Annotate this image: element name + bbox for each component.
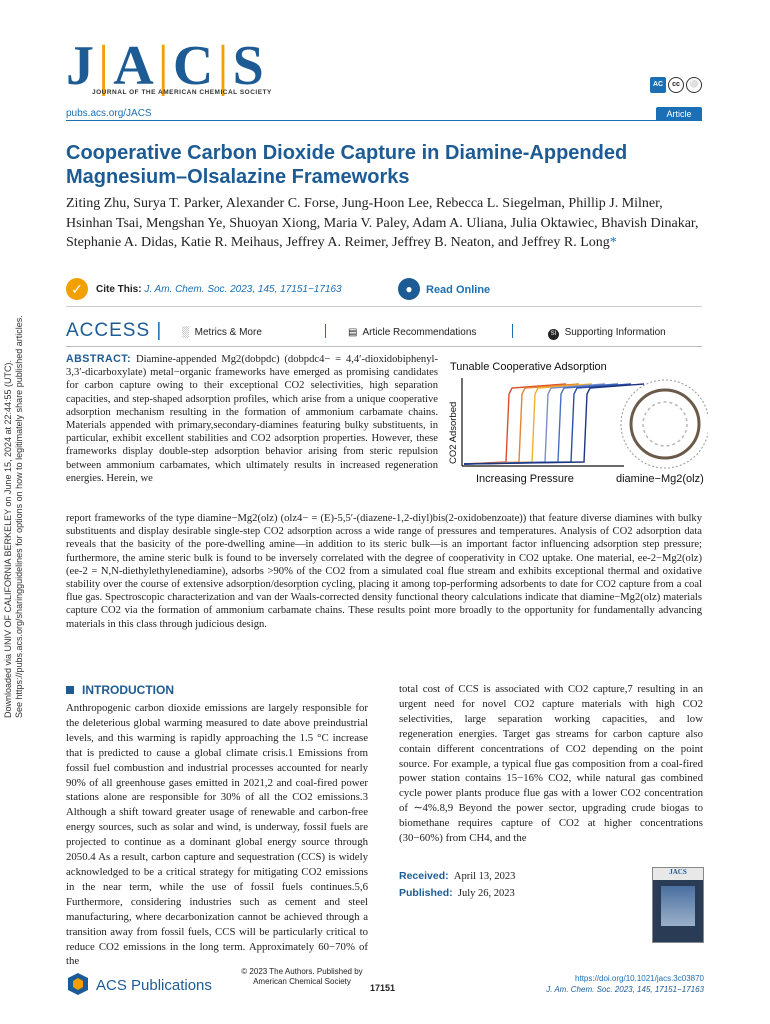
document-icon: ▤ [348, 327, 358, 338]
article-title: Cooperative Carbon Dioxide Capture in Diamine-Appended Magnesium–Olsalazine Frameworks [66, 142, 628, 188]
introduction-heading: INTRODUCTION [66, 683, 174, 697]
journal-url-link[interactable]: pubs.acs.org/JACS [66, 108, 152, 119]
journal-cover-thumbnail [652, 867, 704, 943]
article-dates [399, 868, 515, 902]
acs-publications-logo [66, 972, 226, 1003]
logo-letter: A [113, 35, 156, 97]
supporting-information-link[interactable]: SI Supporting Information [548, 327, 666, 340]
adsorption-curve [464, 384, 566, 464]
creative-commons-icon: cc [668, 77, 684, 93]
publisher-name: ACS Publications [96, 977, 212, 994]
adsorption-curves [464, 384, 644, 464]
download-notice [3, 308, 25, 718]
author-names[interactable]: Ziting Zhu, Surya T. Parker, Alexander C. Forse, Jung-Hoon Lee, Rebecca L. Siegelman, Phillip J. Milner, Hsinhan Tsai, Mengshan Ye, Shuoyan Xiong, Maria V. Paley, Adam A. Uliana, Julia Oktawiec, Bhavish Dinakar, Stephanie A. Didas, Katie R. Meihaus, Jeffrey A. Reimer, Jeffrey B. Neaton, and Jeffrey R. Long [66, 196, 699, 250]
cite-reference[interactable]: J. Am. Chem. Soc. 2023, 145, 17151−17163 [144, 284, 342, 295]
cite-label: Cite This: [96, 284, 142, 295]
copyright-notice: © 2023 The Authors. Published by American Chemical Society [241, 967, 363, 986]
cite-this[interactable] [96, 284, 342, 295]
check-icon: ✓ [66, 278, 88, 300]
doi-link[interactable]: https://doi.org/10.1021/jacs.3c03870 [575, 974, 704, 983]
abstract-part-2: report frameworks of the type diamine−Mg2(olz) (olz4− = (E)-5,5′-(diazene-1,2-diyl)bis(2-oxidobenzoate)) that feature diverse diamines with bulky substituents and display desirable single-step CO2 adsorption across a wide range of pressures and temperatures. Analysis of CO2 adsorption data reveals that the basicity of the pore-dwelling amine—in addition to its steric bulk—is an important factor influencing adsorption step pressure; furthermore, the amine steric bulk is found to be inversely correlated with the degree of cooperativity in CO2 uptake. One material, ee-2−Mg2(olz) (ee-2 = N,N-diethylethylenediamine), adsorbs >90% of the CO2 from a simulated coal flue stream and exhibits exceptional thermal and oxidative stability over the course of extensive adsorption/desorption cycling, placing it among top-performing adsorbents to date for CO2 capture from a coal flue gas. Spectroscopic characterization and van der Waals-corrected density functional theory calculations indicate that diamine−Mg2(olz) materials capture CO2 via the formation of ammonium carbamate chains. These results point more broadly to the opportunity for fundamentally advancing materials in this class through judicious design. [66, 513, 702, 630]
acs-authorchoice-icon: AC [650, 77, 666, 93]
access-label: ACCESS | [66, 320, 163, 341]
intro-right-column: total cost of CCS is associated with CO2 capture,7 resulting in an urgent need for novel CO2 capture materials with high CO2 selectivities, large separation working capacities, and low regeneration energies. Target gas streams for carbon capture also contain different concentrations of CO2 depending on the point source. For example, a typical flue gas composition from a coal-fired power station contains 15−16% CO2, while natural gas combined cycle power plants produce flue gas with a lower CO2 concentration of ∼4%.8,9 Beyond the power sector, upgrading crude biogas to biomethane requires capture of CO2 at higher concentrations (30−60%) from CH4, and the [399, 683, 703, 845]
received-date: April 13, 2023 [453, 871, 516, 882]
license-icons[interactable] [650, 77, 702, 93]
divider [66, 346, 702, 347]
attribution-icon: ⚪ [686, 77, 702, 93]
download-notice-line: Downloaded via UNIV OF CALIFORNIA BERKELEY on June 15, 2024 at 22:44:55 (UTC). [3, 359, 13, 718]
divider [66, 306, 702, 307]
toc-structure-label: diamine−Mg2(olz) [616, 473, 704, 485]
toc-ylabel: CO2 Adsorbed [448, 401, 459, 464]
cover-image [661, 886, 695, 926]
doi-block [540, 973, 704, 995]
metrics-link[interactable]: ░ Metrics & More [182, 327, 262, 338]
framework-structure-image [621, 380, 708, 468]
article-type-tab: Article [656, 107, 702, 121]
published-date: July 26, 2023 [457, 888, 515, 899]
logo-letter: C [172, 35, 216, 97]
separator [325, 324, 326, 338]
received-label: Received: [399, 870, 449, 882]
logo-letter: J [66, 35, 96, 97]
bar-chart-icon: ░ [182, 327, 190, 338]
page-number: 17151 [370, 983, 396, 993]
toc-xlabel: Increasing Pressure [476, 473, 574, 485]
header-rule [66, 120, 702, 121]
download-notice-line[interactable]: See https://pubs.acs.org/sharingguidelines for options on how to legitimately share published articles. [14, 315, 24, 718]
toc-title: Tunable Cooperative Adsorption [450, 361, 607, 373]
toc-graphic [446, 354, 708, 494]
adsorption-curve [464, 384, 644, 464]
intro-left-column: Anthropogenic carbon dioxide emissions are largely responsible for the deleterious global warming measured to date above preindustrial levels, and this warming is rapidly approaching the 1.5 °C increase that is predicted to cause a global climate crisis.1 Emissions from fossil fuel combustion and industrial processes accounted for nearly 90% of all greenhouse gases emitted in 2021,2 and coal-fired power stations alone are responsible for 30% of all the CO2 emissions.3 Although a shift toward greater usage of renewable and carbon-free energy sources, such as solar and wind, is underway, fossil fuels are projected to continue as a dominant global energy source through 2050.4 As a result, carbon capture and sequestration (CCS) is widely acknowledged to be a critical strategy for mitigating CO2 emissions in the near term, while the use of fossil fuels continues.5,6 Furthermore, considering industries such as cement and steel manufacturing, where decarbonization cannot be achieved through a transition away from fossil fuels, CCS will be particularly critical to reduce CO2 emissions in the long term. Approximately 60−70% of the [66, 702, 368, 968]
section-bullet-icon [66, 686, 74, 694]
article-recommendations-link[interactable]: ▤ Article Recommendations [348, 327, 477, 338]
separator [512, 324, 513, 338]
logo-letter: S [232, 35, 266, 97]
acs-hexagon-icon [68, 973, 88, 995]
author-list [66, 194, 706, 253]
abstract-text: Diamine-appended Mg2(dobpdc) (dobpdc4− = 4,4′-dioxidobiphenyl-3,3′-dicarboxylate) metal−organic frameworks have emerged as promising candidates for carbon capture owing to their exceptional CO2 selectivities, high separation capacities, and step-shaped adsorption profiles, which arise from a unique cooperative adsorption mechanism resulting in the formation of ammonium carbamate chains. Materials appended with primary,secondary-diamines featuring bulky substituents, in particular, exhibit excellent stabilities and CO2 adsorption properties. However, these frameworks display double-step adsorption behavior arising from steric repulsion between ammonium carbamates, which ultimately results in increased regeneration energies. Herein, we [66, 354, 439, 484]
corresponding-author-mark[interactable]: * [609, 235, 617, 250]
adsorption-curve [464, 384, 618, 464]
cover-masthead: JACS [653, 868, 703, 880]
abstract-part-1 [66, 353, 438, 485]
journal-subtitle: JOURNAL OF THE AMERICAN CHEMICAL SOCIETY [92, 89, 272, 96]
globe-icon: ● [398, 278, 420, 300]
published-label: Published: [399, 887, 453, 899]
journal-logo: J|A|C|S [66, 35, 266, 97]
si-icon: SI [548, 329, 559, 340]
abstract-label: ABSTRACT: [66, 353, 132, 365]
adsorption-curve [464, 384, 579, 464]
read-online-link[interactable]: Read Online [426, 284, 491, 296]
footer-citation: J. Am. Chem. Soc. 2023, 145, 17151−17163 [546, 985, 704, 994]
